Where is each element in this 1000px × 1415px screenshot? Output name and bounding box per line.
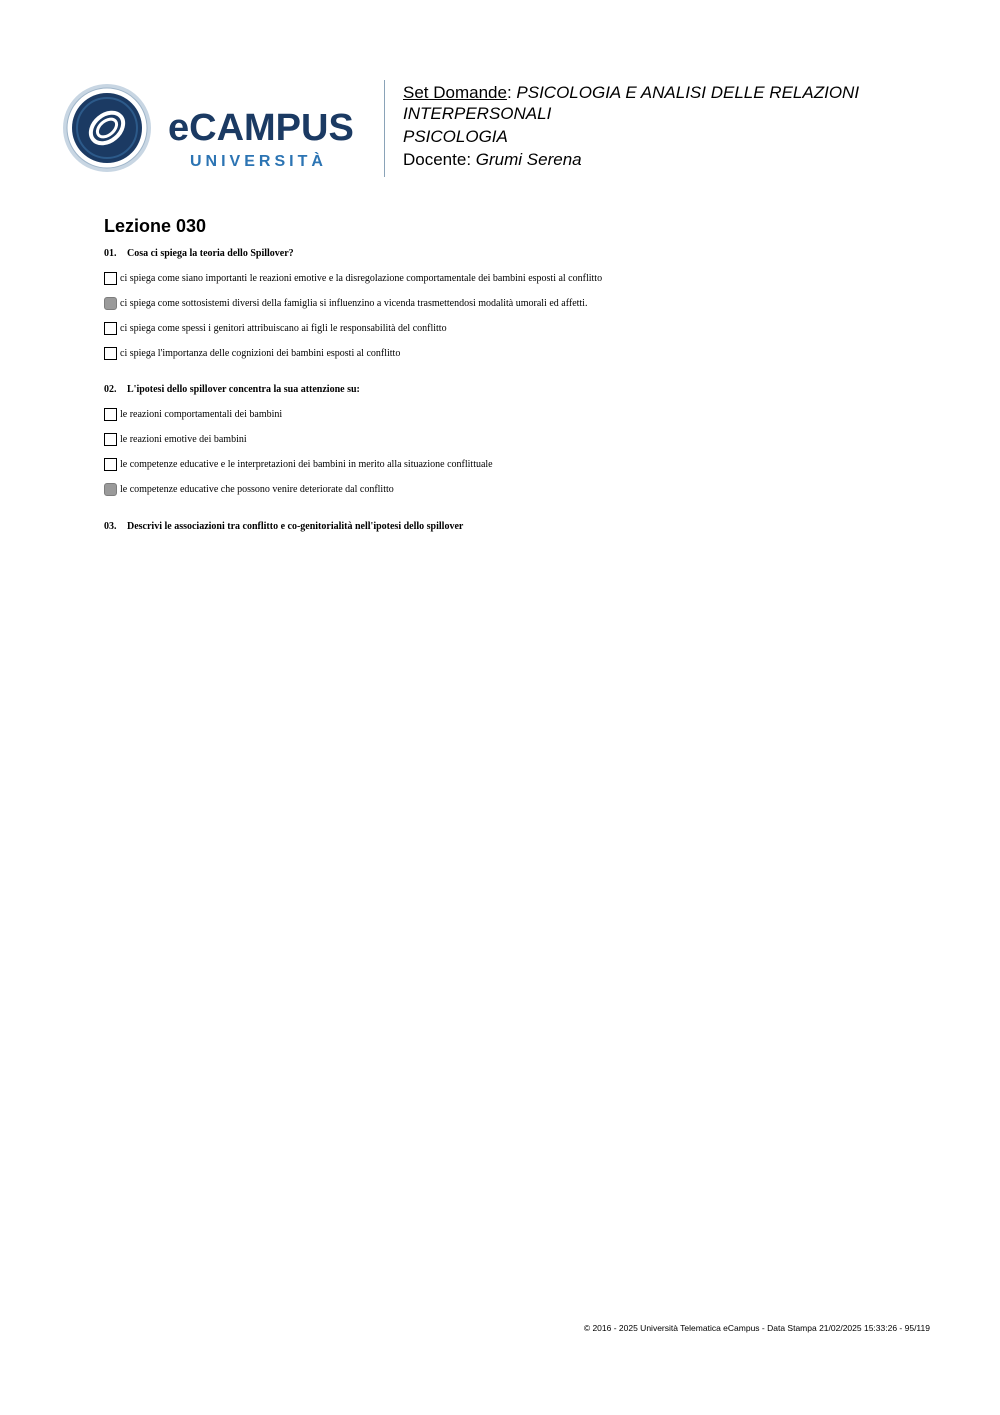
checkbox[interactable] — [104, 408, 117, 421]
question-3: 03. Descrivi le associazioni tra conflitto e co-genitorialità nell'ipotesi dello spillover — [104, 521, 464, 532]
checkbox-selected[interactable] — [104, 483, 117, 496]
checkbox[interactable] — [104, 322, 117, 335]
checkbox[interactable] — [104, 347, 117, 360]
set-label: Set Domande — [403, 83, 507, 102]
checkbox-selected[interactable] — [104, 297, 117, 310]
document-header: Set Domande: PSICOLOGIA E ANALISI DELLE RELAZIONI INTERPERSONALI PSICOLOGIA Docente: Grumi Serena — [403, 83, 860, 169]
subject: PSICOLOGIA — [403, 127, 508, 146]
answer-option[interactable]: ci spiega come spessi i genitori attribuiscano ai figli le responsabilità del conflitto — [104, 321, 447, 335]
answer-option[interactable]: le competenze educative che possono venire deteriorate dal conflitto — [104, 482, 394, 496]
question-text: Cosa ci spiega la teoria dello Spillover? — [127, 248, 294, 259]
lesson-title: Lezione 030 — [104, 216, 207, 236]
logo-subtitle: UNIVERSITÀ — [190, 153, 327, 170]
answer-option[interactable]: ci spiega come siano importanti le reazioni emotive e la disregolazione comportamentale dei bambini esposti al conflitto — [104, 271, 602, 285]
checkbox[interactable] — [104, 458, 117, 471]
checkbox[interactable] — [104, 433, 117, 446]
question-2: 02. L'ipotesi dello spillover concentra la sua attenzione su: — [104, 384, 360, 395]
set-title: PSICOLOGIA E ANALISI DELLE RELAZIONI INTERPERSONALI — [403, 83, 860, 123]
question-text: Descrivi le associazioni tra conflitto e co-genitorialità nell'ipotesi dello spillover — [127, 521, 464, 532]
logo-wordmark: eCAMPUS — [168, 107, 354, 149]
answer-option[interactable]: le competenze educative e le interpretazioni dei bambini in merito alla situazione conflittuale — [104, 457, 493, 471]
answer-option[interactable]: le reazioni comportamentali dei bambini — [104, 407, 282, 421]
teacher-label: Docente: — [403, 150, 472, 169]
answer-option[interactable]: ci spiega l'importanza delle cognizioni dei bambini esposti al conflitto — [104, 346, 400, 360]
question-1: 01. Cosa ci spiega la teoria dello Spillover? — [104, 248, 294, 259]
answer-option[interactable]: ci spiega come sottosistemi diversi della famiglia si influenzino a vicenda trasmettendosi modalità umorali ed affetti. — [104, 296, 587, 310]
footer-text: © 2016 - 2025 Università Telematica eCampus - Data Stampa 21/02/2025 15:33:26 - 95/119 — [583, 1323, 930, 1333]
question-text: L'ipotesi dello spillover concentra la sua attenzione su: — [127, 384, 360, 395]
teacher-name: Grumi Serena — [475, 150, 582, 169]
header-divider — [384, 80, 385, 177]
answer-option[interactable]: le reazioni emotive dei bambini — [104, 432, 247, 446]
checkbox[interactable] — [104, 272, 117, 285]
ecampus-logo — [62, 82, 372, 174]
